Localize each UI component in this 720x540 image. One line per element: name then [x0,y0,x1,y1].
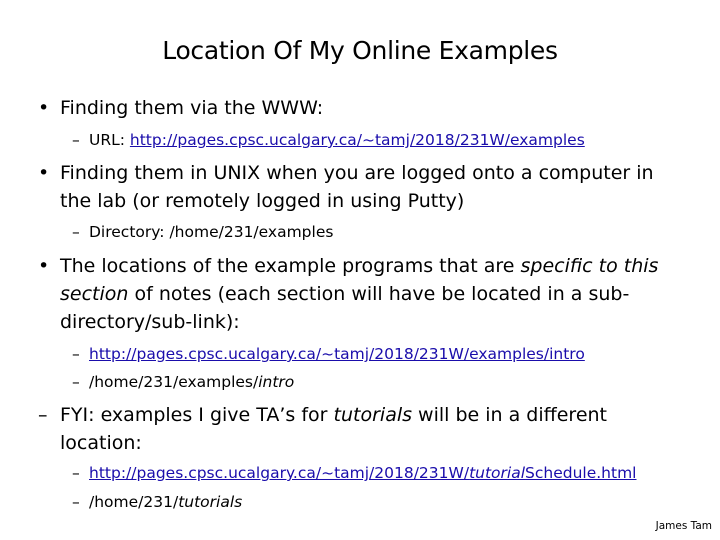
subitem-intro-dir [72,371,692,393]
bullet-text: Finding them in UNIX when you are logged onto a computer in the lab (or remotely logged in using Putty) [60,162,654,212]
tutorial-schedule-link[interactable] [89,464,637,482]
text-part: will be in a different location: [60,404,607,454]
bullet-marker: • [38,97,50,119]
dash-marker: – [72,223,80,241]
bullet-marker: • [38,162,50,184]
slide-title: Location Of My Online Examples [162,36,558,65]
bullet-unix [38,159,688,215]
examples-url-link[interactable]: http://pages.cpsc.ucalgary.ca/~tamj/2018/231W/examples [129,131,585,149]
text-part: The locations of the example programs that are [60,255,521,277]
bullet-text [60,252,688,336]
text-part: of notes (each section will have be located in a sub-directory/sub-link): [60,283,630,333]
link-italic: tutorial [469,464,526,482]
dash-marker: – [72,464,80,482]
dash-marker: – [72,131,80,149]
intro-dir-italic: intro [258,373,295,391]
bullet-www [38,94,688,122]
link-part: http://pages.cpsc.ucalgary.ca/~tamj/2018/231W/ [89,464,470,482]
subitem-intro-url [72,343,692,365]
dash-marker: – [72,493,80,511]
text-italic: specific to this section [60,255,659,305]
link-part: Schedule.html [525,464,637,482]
bullet-text [60,401,688,457]
intro-url-link[interactable]: http://pages.cpsc.ucalgary.ca/~tamj/2018/231W/examples/intro [89,345,585,363]
subitem-url [72,129,692,151]
directory-text: Directory: /home/231/examples [89,223,334,241]
bullet-fyi [38,401,688,457]
bullet-marker: • [38,255,50,277]
bullet-locations [38,252,688,336]
url-prefix: URL: [89,131,130,149]
dash-marker: – [72,373,80,391]
text-part: FYI: examples I give TA’s for [60,404,334,426]
subitem-directory [72,221,692,243]
tutorial-dir-italic: tutorials [178,493,243,511]
dash-marker: – [72,345,80,363]
tutorial-dir-text: /home/231/ [89,493,179,511]
subitem-tutorial-url [72,462,692,484]
text-italic: tutorials [333,404,413,426]
subitem-tutorial-dir [72,491,692,513]
intro-dir-text: /home/231/examples/ [89,373,259,391]
bullet-text: Finding them via the WWW: [60,97,324,119]
dash-marker: – [38,404,48,426]
author-footer: James Tam [655,520,712,532]
